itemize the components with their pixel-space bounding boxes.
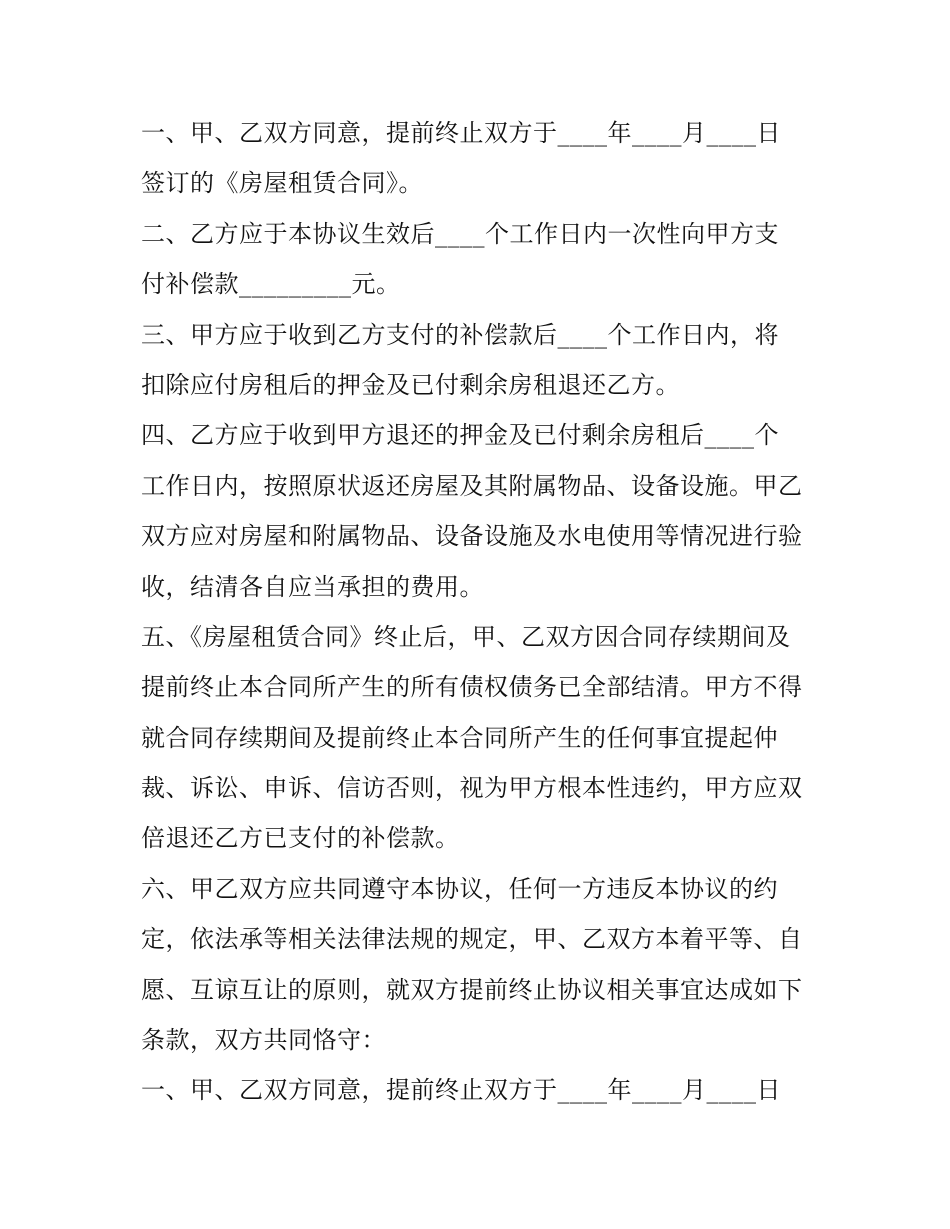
clause-4-line-4: 收，结清各自应当承担的费用。 xyxy=(141,572,484,601)
clause-6-line-2: 定，依法承等相关法律法规的规定，甲、乙双方本着平等、自 xyxy=(141,925,803,954)
clause-3-line-2: 扣除应付房租后的押金及已付剩余房租退还乙方。 xyxy=(141,370,680,399)
clause-5-line-5: 倍退还乙方已支付的补偿款。 xyxy=(141,824,460,853)
clause-3-line-1: 三、甲方应于收到乙方支付的补偿款后____个工作日内，将 xyxy=(141,320,779,349)
clause-6-line-4: 条款，双方共同恪守： xyxy=(141,1026,386,1055)
clause-6-line-3: 愿、互谅互让的原则，就双方提前终止协议相关事宜达成如下 xyxy=(141,975,803,1004)
clause-1-repeat-line-1: 一、甲、乙双方同意，提前终止双方于____年____月____日 xyxy=(141,1076,781,1105)
clause-5-line-3: 就合同存续期间及提前终止本合同所产生的任何事宜提起仲 xyxy=(141,723,778,752)
clause-6-line-1: 六、甲乙双方应共同遵守本协议，任何一方违反本协议的约 xyxy=(141,874,778,903)
clause-5-line-2: 提前终止本合同所产生的所有债权债务已全部结清。甲方不得 xyxy=(141,673,803,702)
document-body xyxy=(141,108,821,1116)
clause-4-line-3: 双方应对房屋和附属物品、设备设施及水电使用等情况进行验 xyxy=(141,522,803,551)
clause-2-line-1: 二、乙方应于本协议生效后____个工作日内一次性向甲方支 xyxy=(141,219,779,248)
clause-5-line-1: 五、《房屋租赁合同》终止后，甲、乙双方因合同存续期间及 xyxy=(141,622,791,651)
clause-1-line-2: 签订的《房屋租赁合同》。 xyxy=(141,169,423,198)
clause-2-line-2: 付补偿款_________元。 xyxy=(141,270,401,299)
clause-4-line-1: 四、乙方应于收到甲方退还的押金及已付剩余房租后____个 xyxy=(141,421,779,450)
clause-1-line-1: 一、甲、乙双方同意，提前终止双方于____年____月____日 xyxy=(141,119,781,147)
clause-4-line-2: 工作日内，按照原状返还房屋及其附属物品、设备设施。甲乙 xyxy=(141,471,803,500)
clause-5-line-4: 裁、诉讼、申诉、信访否则，视为甲方根本性违约，甲方应双 xyxy=(141,774,803,803)
